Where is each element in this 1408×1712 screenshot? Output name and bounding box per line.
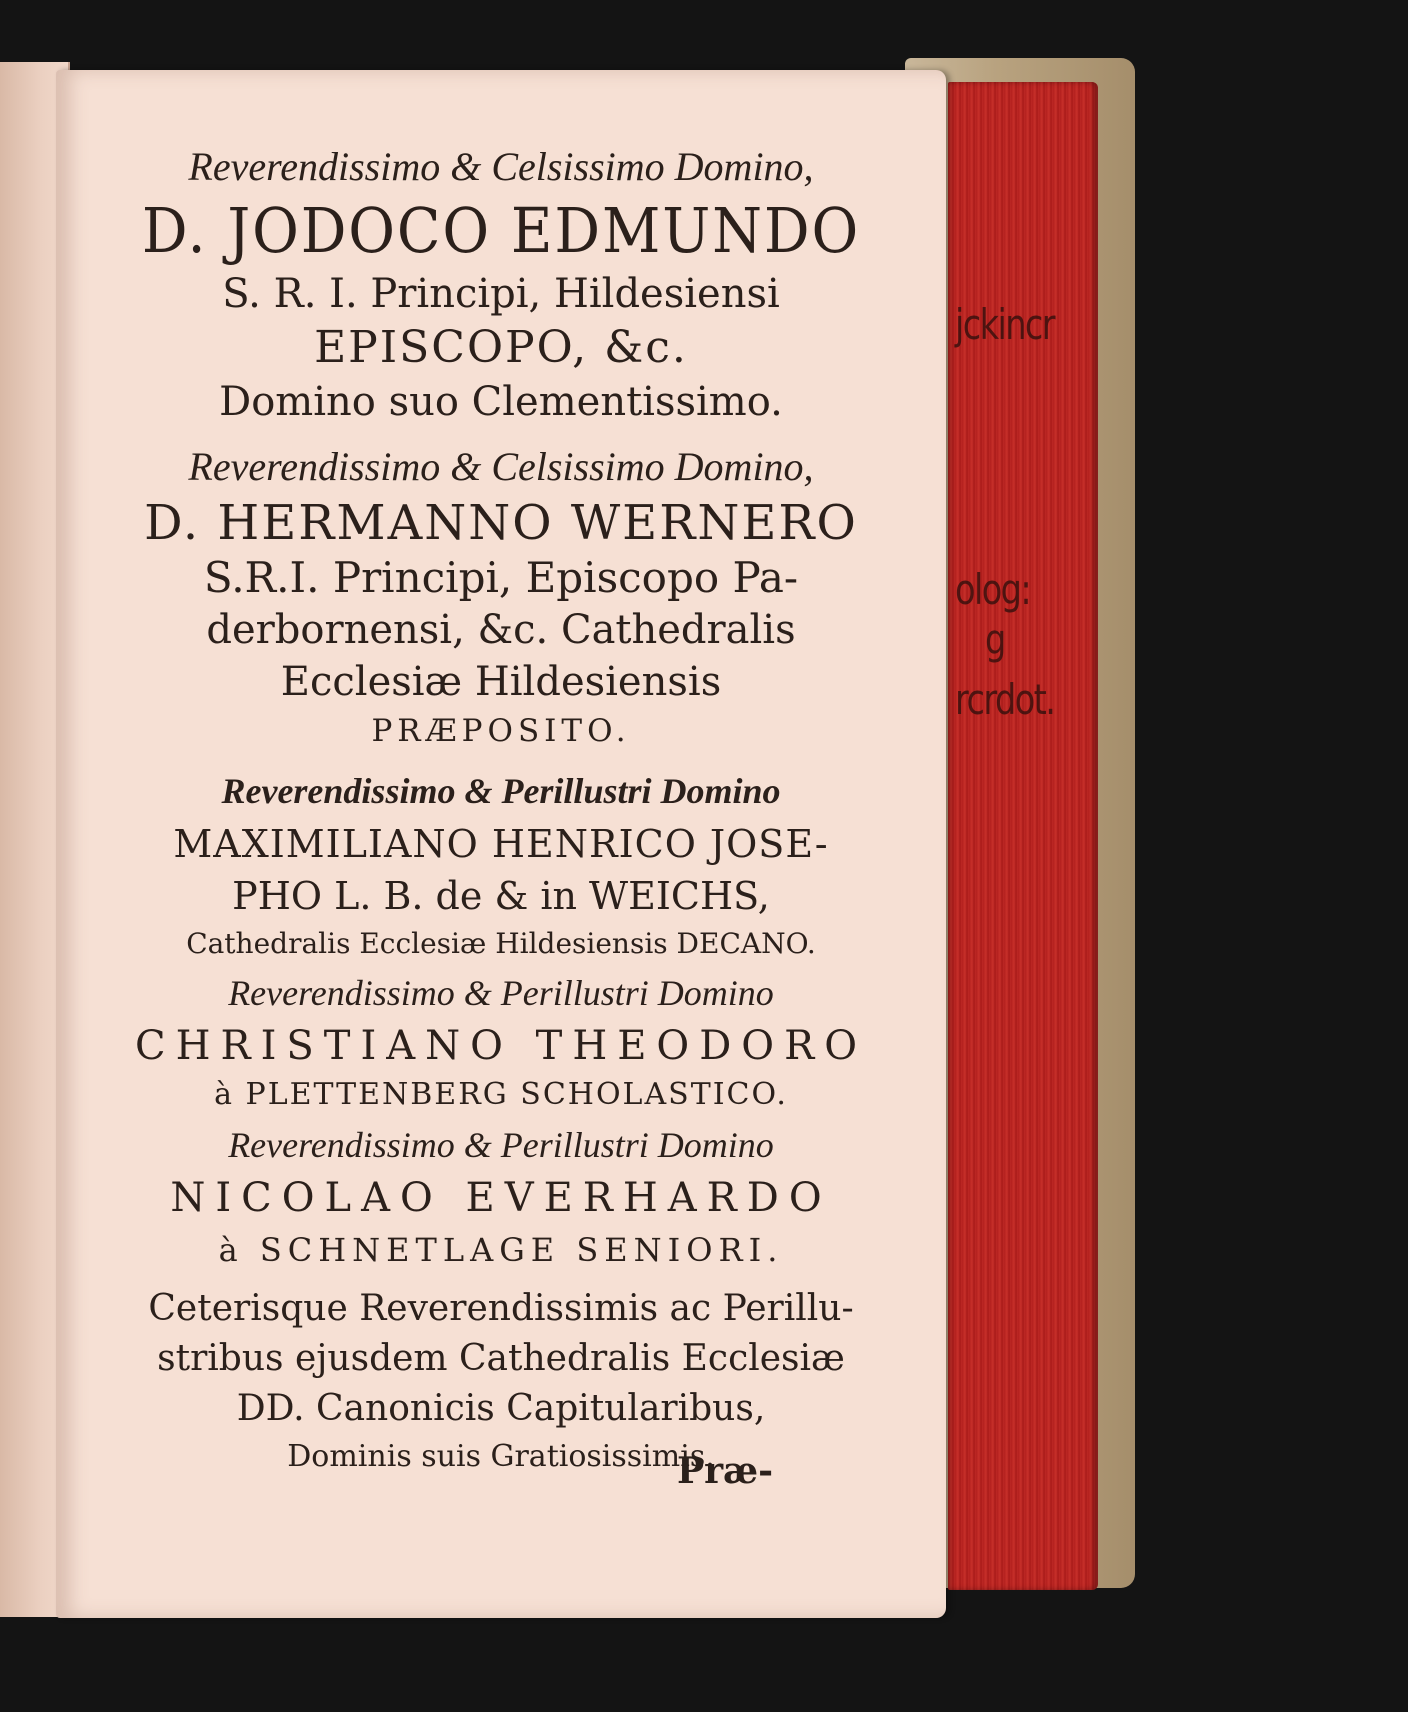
dedication-line: Reverendissimo & Celsissimo Domino, [188, 144, 814, 189]
dedication-line: Reverendissimo & Perillustri Domino [228, 1125, 774, 1165]
edge-annotation: rcrdot. [955, 675, 1055, 724]
dedication-name: D. JODOCO EDMUNDO [141, 194, 861, 267]
catchword: Præ- [677, 1450, 774, 1492]
dedication-name: PHO L. B. de & in WEICHS, [232, 874, 770, 918]
dedication-name: NICOLAO EVERHARDO [170, 1175, 832, 1221]
dedication-line: Reverendissimo & Perillustri Domino [221, 771, 781, 811]
dedication-name: CHRISTIANO THEODORO [134, 1023, 867, 1069]
dedication-title: EPISCOPO, &c. [314, 322, 688, 373]
edge-annotation: jckincr [955, 300, 1054, 349]
dedication-line: Reverendissimo & Perillustri Domino [228, 973, 774, 1013]
dedication-line: derbornensi, &c. Cathedralis [206, 607, 796, 653]
dedication-line: Domino suo Clementissimo. [219, 379, 783, 425]
dedication-title: PRÆPOSITO. [371, 713, 631, 749]
dedication-name: MAXIMILIANO HENRICO JOSE- [173, 822, 829, 866]
dedication-line: S. R. I. Principi, Hildesiensi [222, 271, 780, 317]
dedication-line: DD. Canonicis Capitularibus, [236, 1388, 766, 1429]
dedication-name: D. HERMANNO WERNERO [144, 495, 858, 551]
dedication-line: Dominis suis Gratiosissimis. [287, 1439, 715, 1474]
dedication-line: Reverendissimo & Celsissimo Domino, [188, 444, 814, 489]
dedication-text [56, 140, 946, 1480]
edge-annotation: g [985, 615, 1005, 664]
dedication-line: S.R.I. Principi, Episcopo Pa- [203, 553, 799, 602]
dedication-title: à PLETTENBERG SCHOLASTICO. [214, 1077, 788, 1112]
dedication-line: Ecclesiæ Hildesiensis [280, 659, 722, 705]
dedication-line: stribus ejusdem Cathedralis Ecclesiæ [157, 1338, 845, 1379]
dedication-title: Cathedralis Ecclesiæ Hildesiensis DECANO. [186, 927, 816, 960]
dedication-line: Ceterisque Reverendissimis ac Perillu- [148, 1288, 854, 1329]
edge-annotation: olog: [955, 565, 1031, 614]
dedication-title: à SCHNETLAGE SENIORI. [218, 1231, 784, 1269]
